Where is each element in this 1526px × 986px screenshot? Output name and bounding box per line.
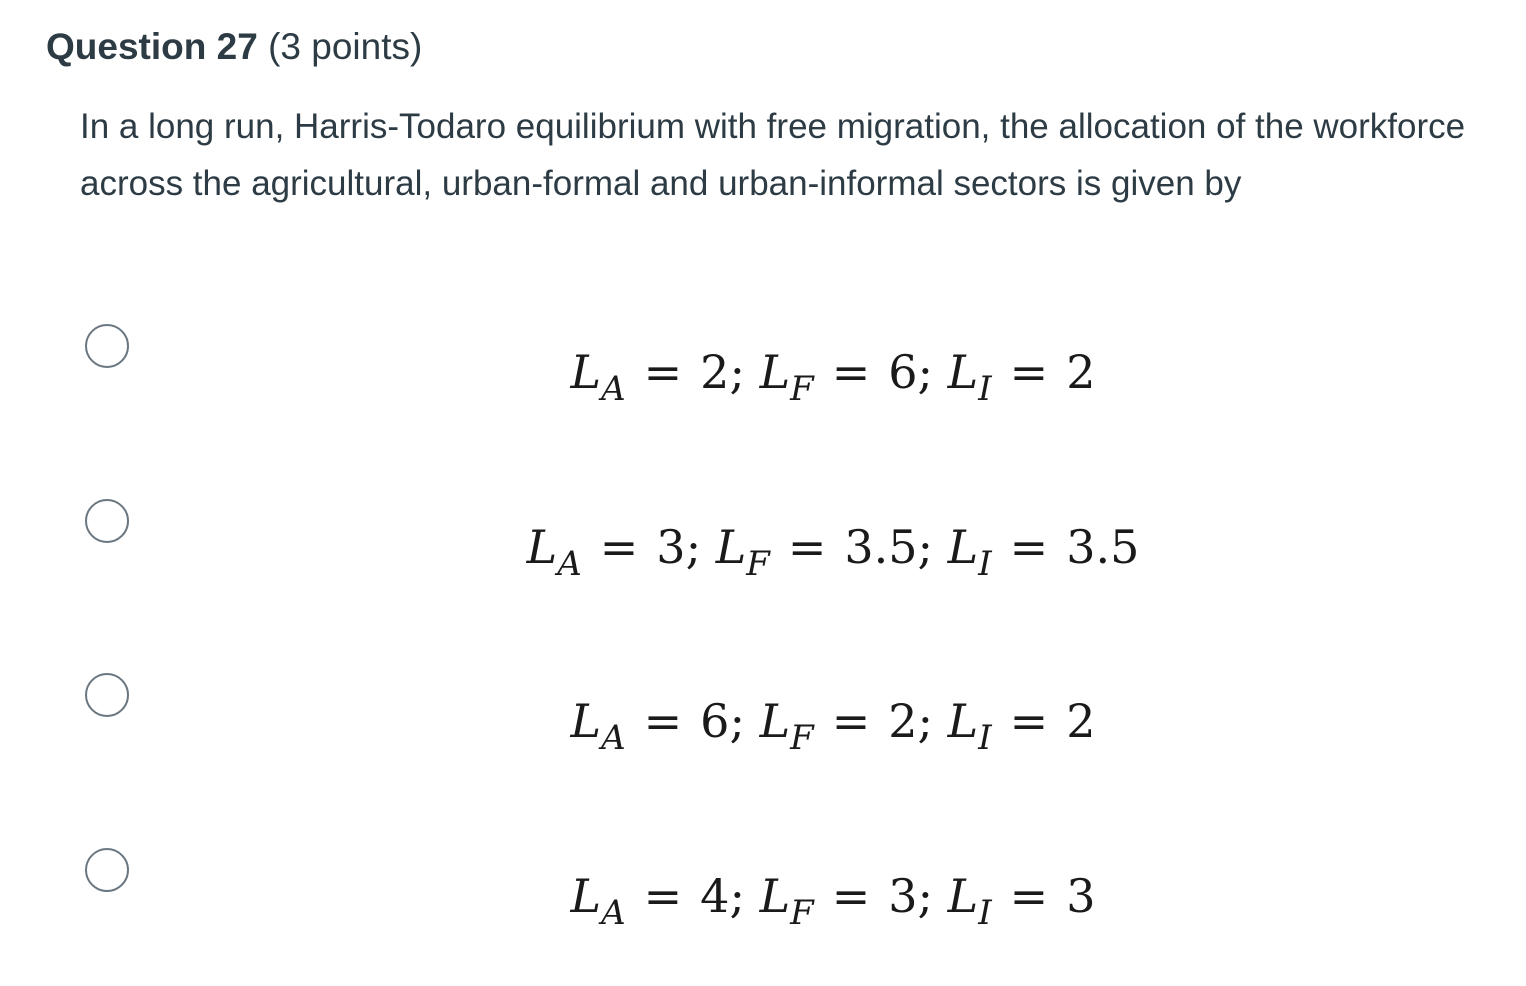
- option-1-equation: $L_A = 2$; $L_F = 6$; $L_I = 2$: [570, 345, 1096, 409]
- question-number: Question 27: [46, 26, 258, 67]
- option-3-equation: $L_A = 6$; $L_F = 2$; $L_I = 2$: [570, 694, 1096, 758]
- answer-option-4[interactable]: [0, 814, 1526, 934]
- answer-option-2[interactable]: [0, 465, 1526, 585]
- question-text: In a long run, Harris-Todaro equilibrium with free migration, the allocation of the workforce across the agricultural, urban-formal and urban-informal sectors is given by: [80, 107, 1466, 203]
- answer-option-3[interactable]: [0, 639, 1526, 759]
- question-points: (3 points): [268, 26, 423, 67]
- answer-option-1[interactable]: [0, 290, 1526, 410]
- option-2-equation: $L_A = 3$; $L_F = 3.5$; $L_I = 3.5$: [526, 520, 1140, 584]
- option-4-equation: $L_A = 4$; $L_F = 3$; $L_I = 3$: [570, 869, 1096, 933]
